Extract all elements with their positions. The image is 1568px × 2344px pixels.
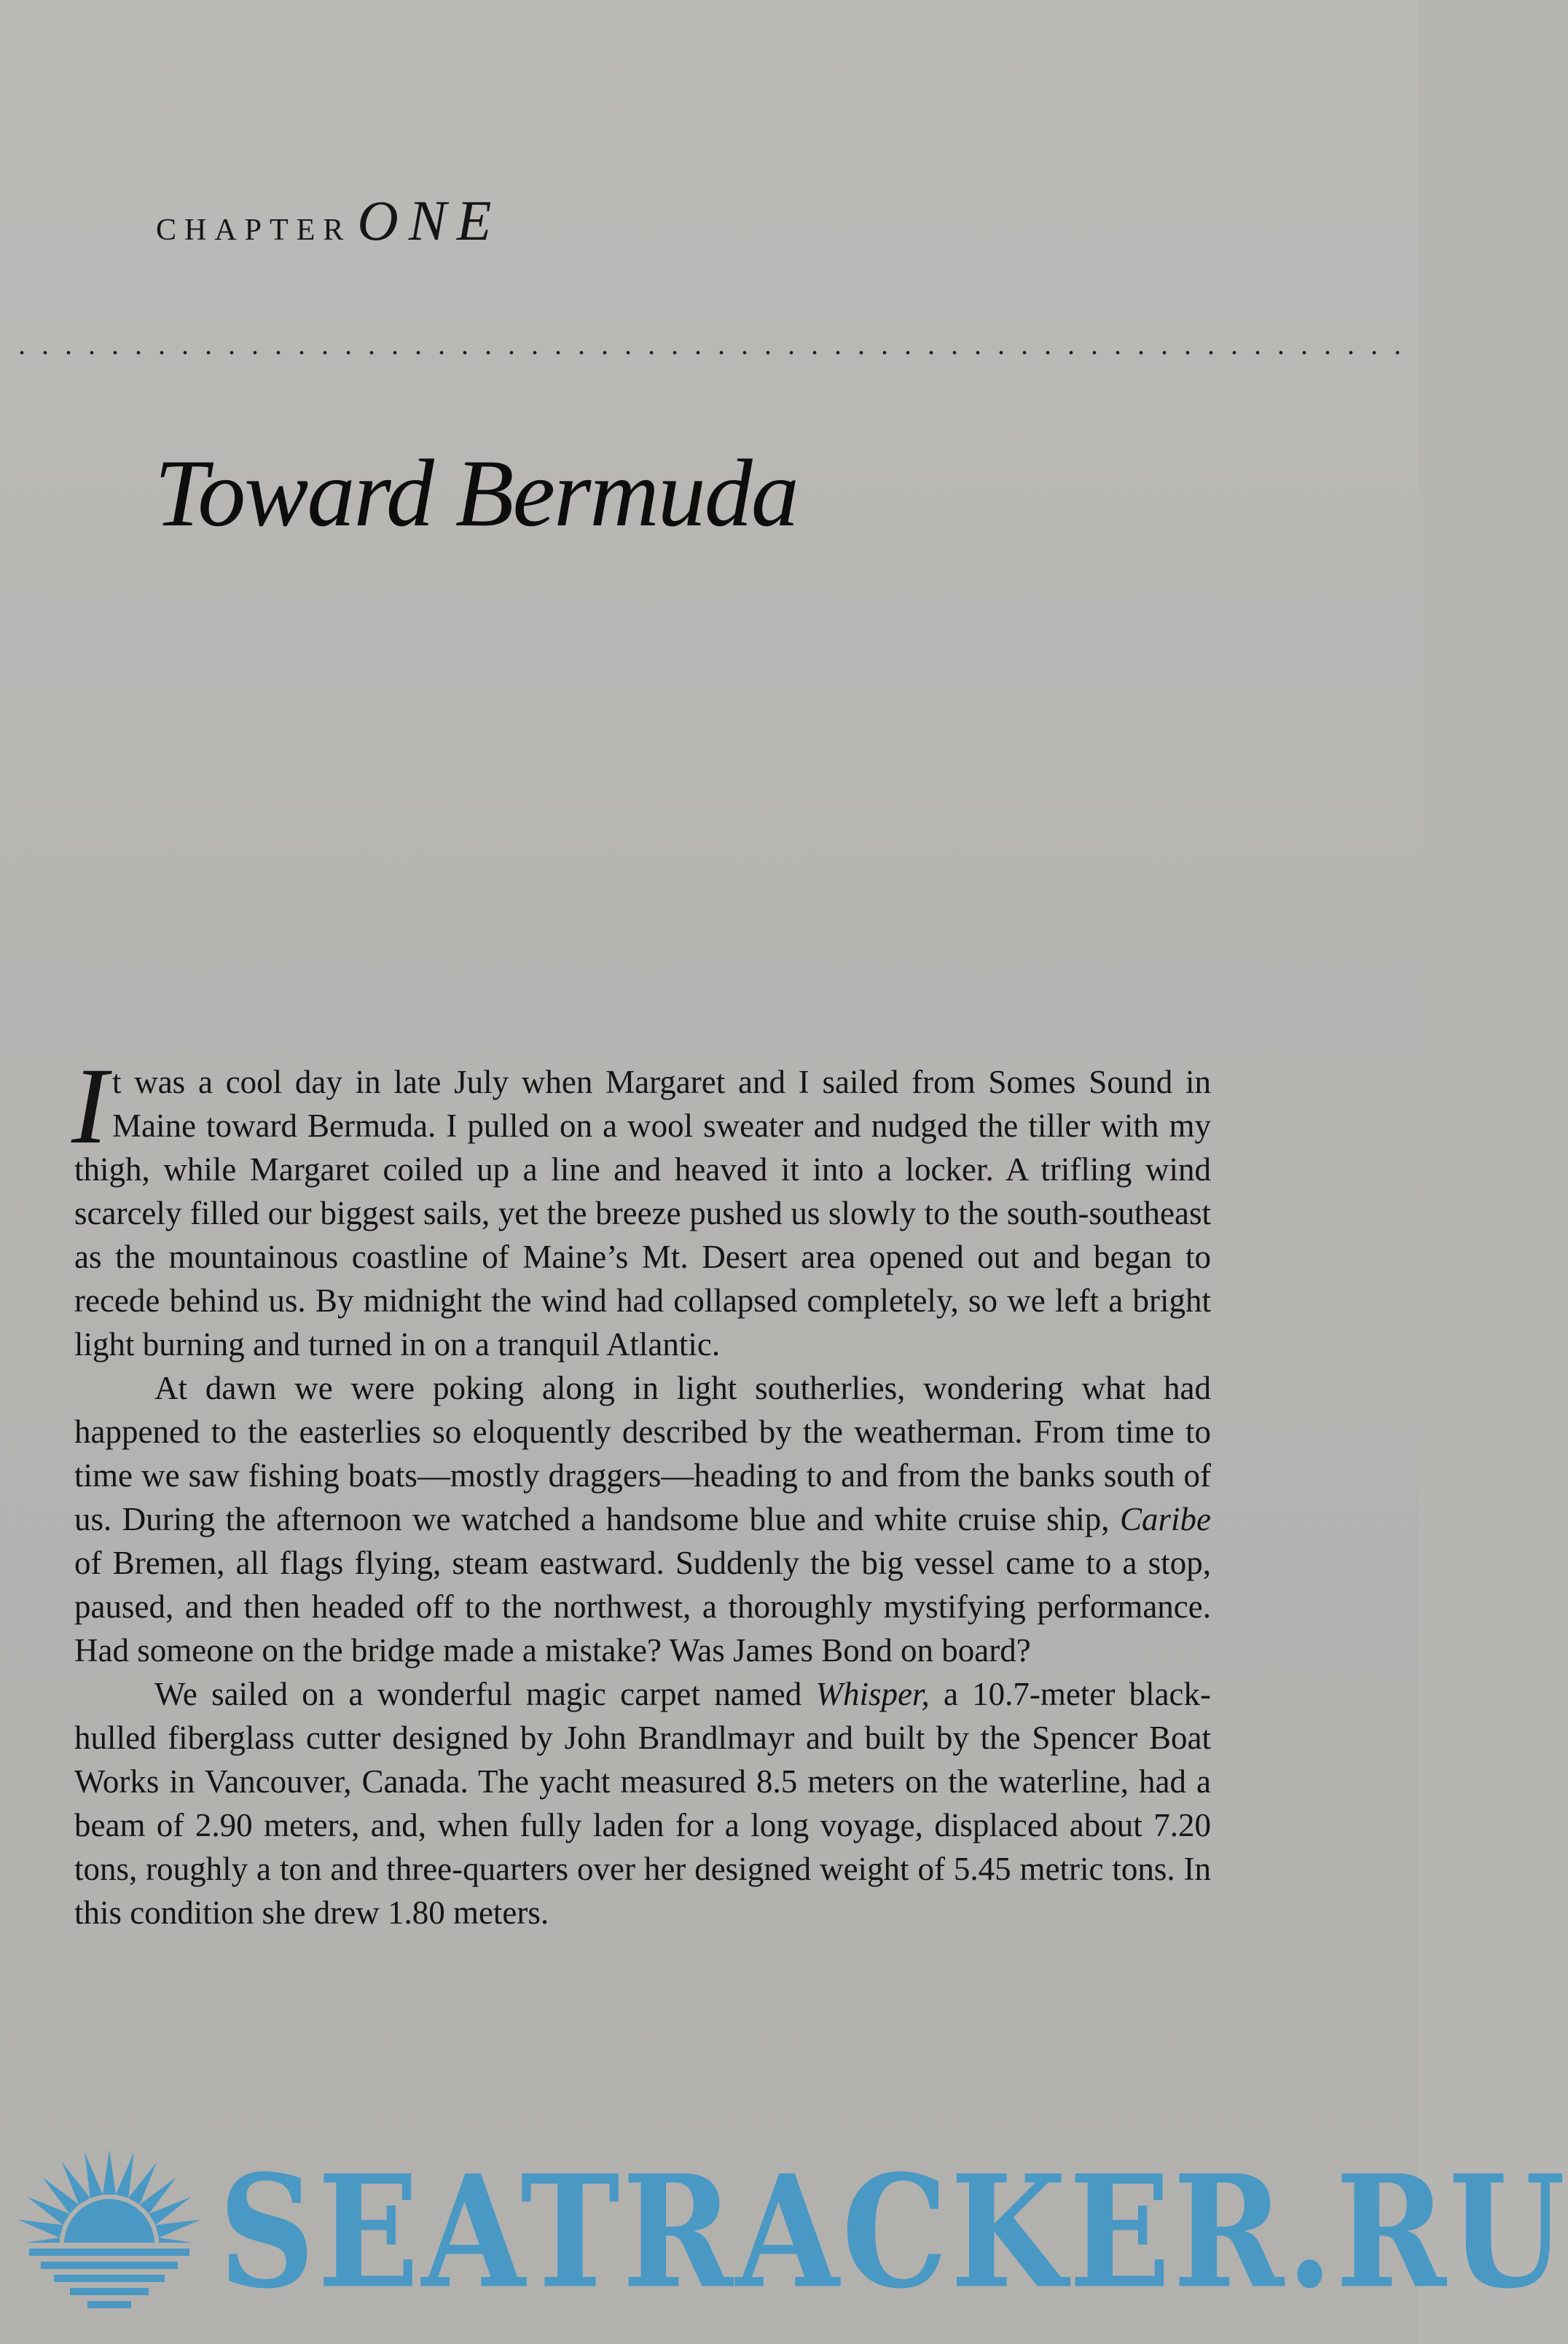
- yacht-name: Whisper,: [815, 1676, 930, 1712]
- paragraph-2-text-b: of Bremen, all flags flying, steam eastward. Suddenly the big vessel came to a stop, paused, and then headed off to the northwest, a thoroughly mystifying performance. Had someone on the bridge made a mistake? Was James Bond on board?: [74, 1545, 1211, 1669]
- chapter-label-word: CHAPTER: [156, 213, 352, 247]
- chapter-number: ONE: [357, 189, 502, 252]
- drop-cap: I: [71, 1046, 108, 1167]
- paragraph-2: [74, 1366, 1211, 1672]
- paragraph-1-text: t was a cool day in late July when Margaret and I sailed from Somes Sound in Maine toward Bermuda. I pulled on a wool sweater and nudged the tiller with my thigh, while Margaret coiled up a line and heaved it into a locker. A trifling wind scarcely filled our biggest sails, yet the breeze pushed us slowly to the south-southeast as the mountainous coastline of Maine’s Mt. Desert area opened out and began to recede behind us. By midnight the wind had collapsed completely, so we left a bright light burning and turned in on a tranquil Atlantic.: [74, 1064, 1211, 1363]
- paragraph-3-text-a: We sailed on a wonderful magic carpet named: [154, 1676, 802, 1712]
- paragraph-2-text-a: At dawn we were poking along in light southerlies, wondering what had happened to the easterlies so eloquently described by the weatherman. From time to time we saw fishing boats—mostly draggers—heading to and from the banks south of us. During the afternoon we watched a handsome blue and white cruise ship,: [74, 1370, 1211, 1537]
- body-text: [71, 1046, 1212, 1935]
- paragraph-3: [74, 1672, 1211, 1935]
- chapter-title: Toward Bermuda: [154, 439, 798, 546]
- watermark: [0, 2135, 1568, 2344]
- chapter-heading: [156, 188, 501, 254]
- paragraph-3-text-b: a 10.7-meter black-hulled fiberglass cutter designed by John Brandlmayr and built by the Spencer Boat Works in Vancouver, Canada. The yacht measured 8.5 meters on the waterline, had a beam of 2.90 meters, and, when fully laden for a long voyage, displaced about 7.20 tons, roughly a ton and three-quarters over her designed weight of 5.45 metric tons. In this condition she drew 1.80 meters.: [74, 1676, 1212, 1931]
- paragraph-1: [71, 1046, 1211, 1366]
- dotted-divider: [10, 350, 1409, 356]
- sun-logo-icon: [0, 2135, 219, 2339]
- ship-name: Caribe: [1119, 1501, 1211, 1537]
- watermark-text: SEATRACKER.RU: [219, 2141, 1568, 2324]
